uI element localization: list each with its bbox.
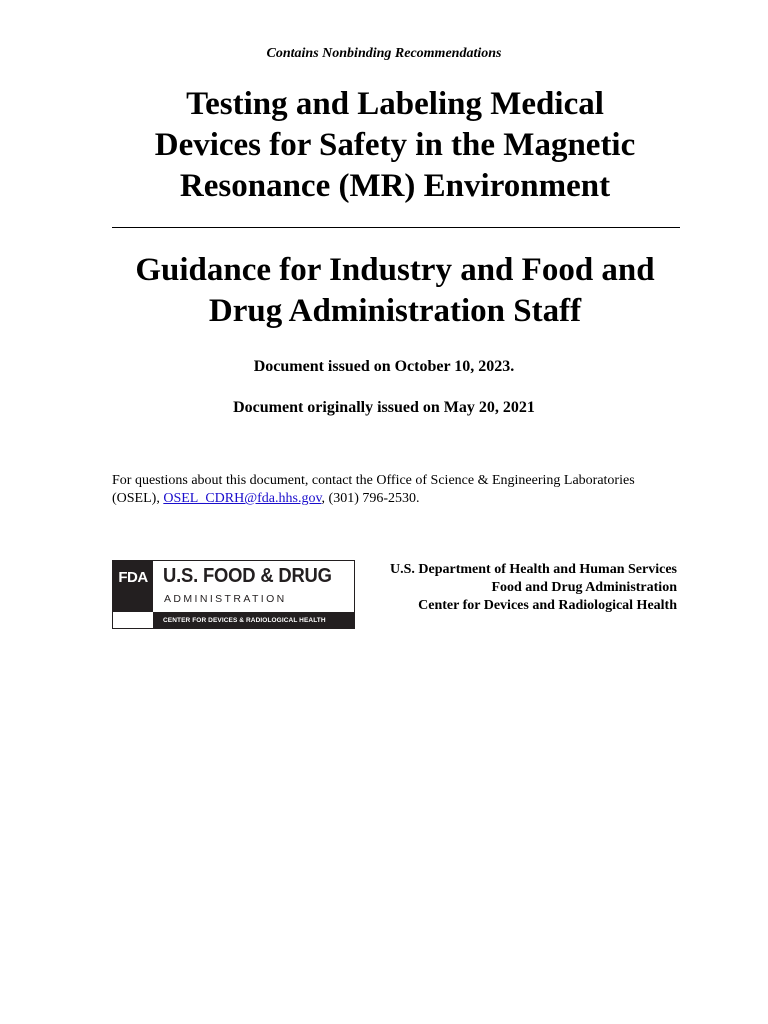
fda-logo bbox=[112, 560, 355, 629]
document-title bbox=[100, 84, 690, 207]
issuing-organization bbox=[390, 561, 677, 615]
title-line: Devices for Safety in the Magnetic bbox=[154, 127, 636, 163]
logo-agency-name: U.S. FOOD & DRUG bbox=[163, 565, 332, 587]
logo-center-name: CENTER FOR DEVICES & RADIOLOGICAL HEALTH bbox=[153, 612, 355, 628]
contact-prefix: For questions about this document, contact the Office of Science & Engineering Laboratories (OSEL), bbox=[112, 473, 635, 506]
fda-mark: FDA bbox=[113, 561, 153, 613]
nonbinding-note: Contains Nonbinding Recommendations bbox=[266, 46, 502, 61]
title-divider bbox=[112, 227, 680, 228]
issuer-line: Center for Devices and Radiological Health bbox=[418, 598, 677, 613]
logo-corner bbox=[113, 612, 153, 628]
logo-administration: ADMINISTRATION bbox=[164, 593, 287, 605]
title-line: Testing and Labeling Medical bbox=[186, 86, 604, 122]
original-issue-date: Document originally issued on May 20, 2021 bbox=[233, 399, 535, 416]
contact-suffix: , (301) 796-2530. bbox=[321, 491, 420, 506]
issuer-line: U.S. Department of Health and Human Services bbox=[390, 562, 677, 577]
contact-email-link[interactable]: OSEL_CDRH@fda.hhs.gov bbox=[163, 491, 322, 506]
issuer-line: Food and Drug Administration bbox=[491, 580, 677, 595]
subtitle-line: Drug Administration Staff bbox=[208, 293, 582, 329]
subtitle-line: Guidance for Industry and Food and bbox=[135, 252, 655, 288]
issue-date: Document issued on October 10, 2023. bbox=[253, 358, 515, 375]
title-line: Resonance (MR) Environment bbox=[179, 168, 611, 204]
document-subtitle bbox=[100, 250, 690, 332]
contact-paragraph bbox=[112, 472, 682, 508]
